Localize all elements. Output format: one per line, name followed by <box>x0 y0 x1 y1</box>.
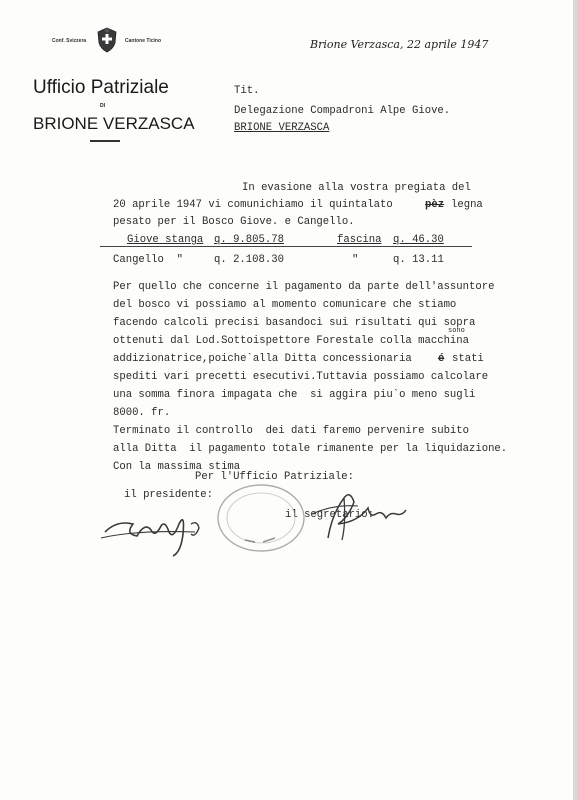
address-recipient: Delegazione Compadroni Alpe Giove. <box>234 105 451 117</box>
per-ufficio-line: Per l'Ufficio Patriziale: <box>195 471 354 483</box>
para-line-1: Per quello che concerne il pagamento da parte dell'assuntore <box>113 281 495 293</box>
para-line-4: ottenuti dal Lod.Sottoispettore Forestale colla macchina <box>113 335 470 347</box>
org-place: BRIONE VERZASCA <box>33 114 195 133</box>
table-row-1-label: Giove stanga <box>127 234 204 246</box>
intro-line-2-end: legna <box>451 199 483 211</box>
address-place: BRIONE VERZASCA <box>234 122 330 134</box>
org-name: Ufficio Patriziale <box>33 77 169 98</box>
table-row-2-label2: " <box>352 254 359 266</box>
intro-line-1: In evasione alla vostra pregiata del <box>242 182 471 194</box>
secretary-label: il segretario: <box>285 509 375 521</box>
table-row-1-label2: fascina <box>337 234 382 246</box>
struck-letter: é <box>438 353 445 365</box>
intro-line-3: pesato per il Bosco Giove. e Cangello. <box>113 216 355 228</box>
swiss-ticino-crest-icon <box>96 27 118 53</box>
letterhead-rule <box>90 140 120 142</box>
struck-word: pèz <box>425 199 445 211</box>
president-signature <box>95 494 225 560</box>
para-line-2: del bosco vi possiamo al momento comunicare che stiamo <box>113 299 457 311</box>
letterhead-canton: Cantone Ticino <box>125 38 162 44</box>
official-stamp <box>215 482 307 554</box>
secretary-signature <box>298 484 418 544</box>
intro-line-2: 20 aprile 1947 vi comunichiamo il quintalato <box>113 199 393 211</box>
table-row-2-q1: q. 2.108.30 <box>214 254 284 266</box>
table-row-2-q2: q. 13.11 <box>393 254 444 266</box>
closing-line-1: Terminato il controllo dei dati faremo pervenire subito <box>113 425 470 437</box>
president-label: il presidente: <box>124 489 214 501</box>
para-line-6: spediti vari precetti esecutivi.Tuttavia possiamo calcolare <box>113 371 489 383</box>
table-row-1-q1: q. 9.805.78 <box>214 234 284 246</box>
date-line: Brione Verzasca, 22 aprile 1947 <box>310 38 489 51</box>
para-line-7: una somma finora impagata che si aggira piu`o meno sugli <box>113 389 476 401</box>
address-tit: Tit. <box>234 85 260 97</box>
para-line-8: 8000. fr. <box>113 407 171 419</box>
table-row-2-label: Cangello " <box>113 254 183 266</box>
para-line-5-end: stati <box>452 353 484 365</box>
para-line-3: facendo calcoli precisi basandoci sui risultati qui sopra <box>113 317 476 329</box>
scan-edge <box>573 0 577 800</box>
table-row-1-q2: q. 46.30 <box>393 234 444 246</box>
closing-line-3: Con la massima stima <box>113 461 241 473</box>
org-di: DI <box>100 103 105 109</box>
para-line-5: addizionatrice,poiche`alla Ditta concessionaria <box>113 353 412 365</box>
closing-line-2: alla Ditta il pagamento totale rimanente per la liquidazione. <box>113 443 508 455</box>
superscript-sono: sono <box>448 327 465 335</box>
letterhead-confederation: Conf. Svizzera <box>52 38 87 44</box>
